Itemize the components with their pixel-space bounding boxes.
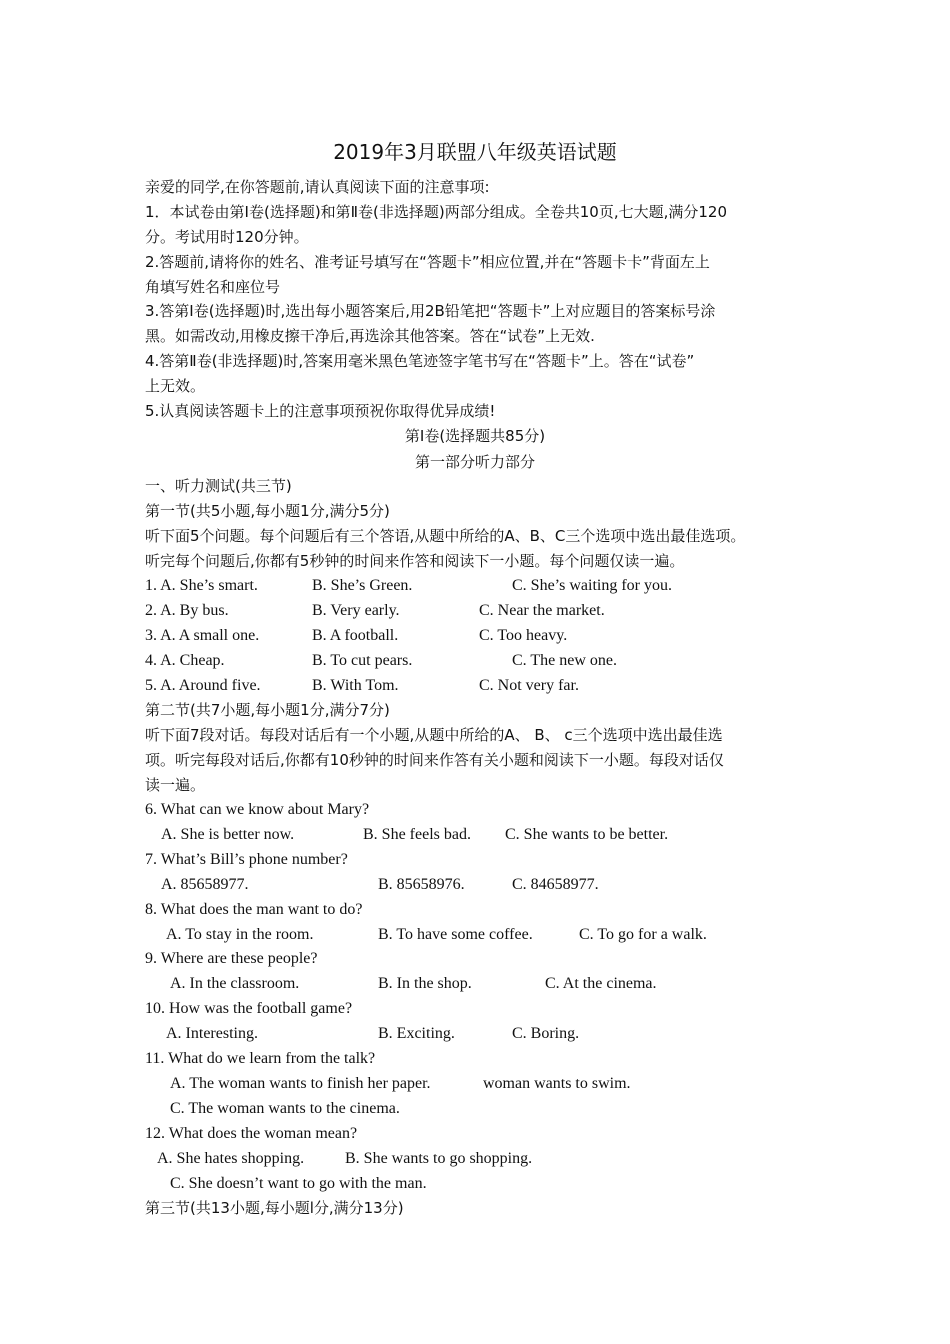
notice-line: 黑。如需改动,用橡皮擦干净后,再选涂其他答案。答在“试卷”上无效.	[145, 327, 595, 345]
option-b: B. With Tom.	[312, 677, 399, 694]
option-b: B. Very early.	[312, 602, 400, 619]
notice-line: 2.答题前,请将你的姓名、准考证号填写在“答题卡”相应位置,并在“答题卡卡”背面左上	[145, 253, 710, 271]
option-b: B. She wants to go shopping.	[345, 1150, 533, 1167]
option-a: A. Interesting.	[166, 1025, 258, 1042]
volume-heading: 第I卷(选择题共85分)	[404, 427, 546, 445]
option-a: A. To stay in the room.	[166, 926, 314, 943]
instructions: 听下面7段对话。每段对话后有一个小题,从题中所给的A、 B、 c三个选项中选出最佳选	[145, 726, 723, 744]
option-c: C. Near the market.	[479, 602, 605, 619]
page-title: 2019年3月联盟八年级英语试题	[333, 140, 617, 164]
option-b: B. 85658976.	[378, 876, 465, 893]
option-b: B. In the shop.	[378, 975, 472, 992]
option-a: A. In the classroom.	[170, 975, 300, 992]
option-a: 2. A. By bus.	[145, 602, 229, 619]
option-c: C. The new one.	[512, 652, 618, 669]
option-a: A. She is better now.	[161, 826, 295, 843]
section-heading: 一、听力测试(共三节)	[145, 477, 292, 495]
question-9: 9. Where are these people?	[145, 950, 318, 967]
option-a: A. 85658977.	[161, 876, 249, 893]
question-7: 7. What’s Bill’s phone number?	[145, 851, 348, 868]
part-heading: 第一部分听力部分	[414, 453, 535, 471]
instructions: 项。听完每段对话后,你都有10秒钟的时间来作答有关小题和阅读下一小题。每段对话仅	[145, 751, 724, 769]
option-c: C. She’s waiting for you.	[512, 577, 672, 594]
option-c: C. She doesn’t want to go with the man.	[170, 1175, 427, 1192]
option-b: B. Exciting.	[378, 1025, 455, 1042]
notice-line: 角填写姓名和座位号	[145, 278, 281, 296]
question-10: 10. How was the football game?	[145, 1000, 353, 1017]
option-c: C. 84658977.	[512, 876, 599, 893]
option-c: C. At the cinema.	[545, 975, 657, 992]
option-a: 3. A. A small one.	[145, 627, 260, 644]
notice-line: 3.答第I卷(选择题)时,选出每小题答案后,用2B铅笔把“答题卡”上对应题目的答案标号涂	[145, 302, 716, 320]
instructions: 听下面5个问题。每个问题后有三个答语,从题中所给的A、B、C三个选项中选出最佳选项。	[145, 527, 746, 545]
option-c: C. She wants to be better.	[505, 826, 669, 843]
notice-line: 5.认真阅读答题卡上的注意事项预祝你取得优异成绩!	[145, 402, 496, 420]
option-b: B. She feels bad.	[363, 826, 471, 843]
option-b: woman wants to swim.	[483, 1075, 631, 1092]
question-6: 6. What can we know about Mary?	[145, 801, 370, 818]
question-11: 11. What do we learn from the talk?	[145, 1050, 376, 1067]
notice-line: 4.答第Ⅱ卷(非选择题)时,答案用毫米黑色笔迹签字笔书写在“答题卡”上。答在“试卷”	[145, 352, 695, 370]
notice-line: 1．本试卷由第Ⅰ卷(选择题)和第Ⅱ卷(非选择题)两部分组成。全卷共10页,七大题,满分120	[145, 203, 728, 221]
notice-intro: 亲爱的同学,在你答题前,请认真阅读下面的注意事项:	[145, 178, 490, 196]
instructions: 听完每个问题后,你都有5秒钟的时间来作答和阅读下一小题。每个问题仅读一遍。	[145, 552, 685, 570]
option-b: B. A football.	[312, 627, 399, 644]
option-c: C. Not very far.	[479, 677, 579, 694]
question-12: 12. What does the woman mean?	[145, 1125, 358, 1142]
option-b: B. She’s Green.	[312, 577, 413, 594]
subsection-heading: 第二节(共7小题,每小题1分,满分7分)	[145, 701, 390, 719]
option-c: C. Boring.	[512, 1025, 580, 1042]
option-a: 5. A. Around five.	[145, 677, 261, 694]
option-c: C. The woman wants to the cinema.	[170, 1100, 400, 1117]
option-c: C. Too heavy.	[479, 627, 568, 644]
option-a: A. She hates shopping.	[157, 1150, 305, 1167]
subsection-heading: 第一节(共5小题,每小题1分,满分5分)	[145, 502, 390, 520]
notice-line: 分。考试用时120分钟。	[145, 228, 309, 246]
option-b: B. To have some coffee.	[378, 926, 533, 943]
notice-line: 上无效。	[145, 377, 206, 395]
instructions: 读一遍。	[145, 776, 206, 794]
option-b: B. To cut pears.	[312, 652, 413, 669]
question-8: 8. What does the man want to do?	[145, 901, 363, 918]
option-c: C. To go for a walk.	[579, 926, 707, 943]
option-a: A. The woman wants to finish her paper.	[170, 1075, 431, 1092]
subsection-heading: 第三节(共13小题,每小题l分,满分13分)	[145, 1199, 404, 1217]
option-a: 4. A. Cheap.	[145, 652, 225, 669]
option-a: 1. A. She’s smart.	[145, 577, 258, 594]
